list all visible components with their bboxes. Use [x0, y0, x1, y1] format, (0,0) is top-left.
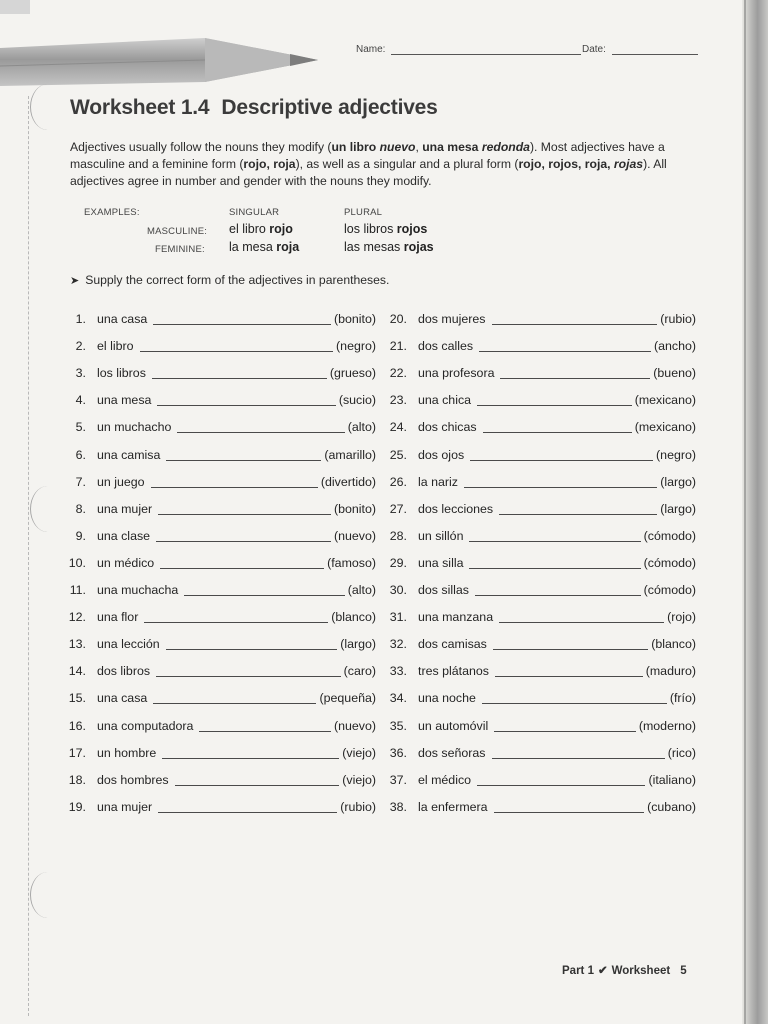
- exercise-phrase: una lección: [97, 637, 160, 652]
- exercise-hint: (alto): [347, 420, 376, 435]
- exercise-hint: (viejo): [342, 745, 376, 760]
- answer-blank[interactable]: [153, 312, 331, 325]
- exercise-phrase: una casa: [97, 312, 148, 326]
- example-fem-sing: la mesa roja: [229, 240, 300, 254]
- exercise-phrase: un sillón: [418, 528, 464, 543]
- exercise-number: 26.: [389, 474, 407, 489]
- exercise-number: 31.: [389, 610, 407, 625]
- exercise-hint: (viejo): [342, 772, 376, 787]
- exercise-phrase: dos calles: [418, 339, 474, 354]
- date-line[interactable]: [612, 54, 698, 55]
- exercise-hint: (mexicano): [634, 420, 696, 435]
- answer-blank[interactable]: [500, 366, 650, 379]
- exercise-hint: (caro): [343, 664, 376, 679]
- exercise-phrase: dos lecciones: [418, 501, 494, 516]
- exercise-hint: (rico): [667, 745, 696, 760]
- exercise-phrase: una flor: [97, 610, 139, 625]
- exercise-phrase: dos camisas: [418, 637, 487, 652]
- exercise-number: 3.: [75, 366, 86, 381]
- worksheet-number: Worksheet 1.4: [70, 96, 210, 119]
- exercise-item: [387, 312, 696, 328]
- exercise-hint: (negro): [336, 339, 376, 354]
- page-title: [70, 96, 438, 120]
- exercise-number: 33.: [389, 664, 407, 679]
- exercise-hint: (bueno): [653, 366, 696, 381]
- answer-blank[interactable]: [158, 502, 331, 515]
- exercise-number: 35.: [389, 718, 407, 733]
- exercise-number: 20.: [389, 312, 407, 326]
- exercise-number: 1.: [75, 312, 86, 326]
- answer-blank[interactable]: [177, 420, 345, 433]
- exercise-number: 10.: [68, 555, 86, 570]
- answer-blank[interactable]: [144, 610, 328, 623]
- exercise-phrase: dos sillas: [418, 583, 469, 597]
- exercise-item: [66, 691, 376, 707]
- intro-example: un: [331, 140, 350, 154]
- intro-forms: rojo, roja: [243, 157, 296, 171]
- exercise-hint: (largo): [660, 501, 696, 516]
- exercise-item: [66, 502, 376, 518]
- exercise-phrase: la nariz: [418, 474, 458, 489]
- answer-blank[interactable]: [140, 339, 333, 352]
- exercise-number: 8.: [75, 501, 86, 516]
- exercise-item: [387, 664, 696, 680]
- answer-blank[interactable]: [199, 719, 331, 732]
- answer-blank[interactable]: [477, 393, 632, 406]
- exercise-phrase: dos mujeres: [418, 312, 486, 326]
- exercise-hint: (bonito): [333, 501, 376, 516]
- exercise-hint: (nuevo): [333, 718, 376, 733]
- exercise-phrase: los libros: [97, 366, 146, 381]
- exercise-hint: (grueso): [329, 366, 376, 381]
- checkmark-icon: ✔: [597, 965, 608, 977]
- exercise-number: 24.: [389, 420, 407, 435]
- exercise-number: 37.: [389, 772, 407, 787]
- exercise-item: [387, 339, 696, 355]
- answer-blank[interactable]: [151, 475, 318, 488]
- exercise-phrase: una casa: [97, 691, 148, 706]
- exercise-item: [66, 719, 376, 735]
- exercise-hint: (rubio): [340, 799, 376, 814]
- exercise-number: 21.: [389, 339, 407, 354]
- answer-blank[interactable]: [495, 664, 643, 677]
- exercise-number: 15.: [68, 691, 86, 706]
- exercise-phrase: el médico: [418, 772, 472, 787]
- intro-forms: rojo, rojos, roja,: [518, 157, 614, 171]
- answer-blank[interactable]: [157, 393, 336, 406]
- name-label: Name:: [356, 44, 386, 55]
- exercise-hint: (blanco): [651, 637, 696, 652]
- answer-blank[interactable]: [166, 448, 321, 461]
- page-number: 5: [680, 965, 687, 977]
- feminine-label: FEMININE:: [155, 244, 205, 255]
- binder-hole-mark: [30, 872, 65, 918]
- answer-blank[interactable]: [153, 691, 316, 704]
- exercise-phrase: dos ojos: [418, 447, 465, 462]
- exercise-item: [66, 800, 376, 816]
- answer-blank[interactable]: [156, 529, 331, 542]
- exercise-hint: (maduro): [645, 664, 696, 679]
- answer-blank[interactable]: [152, 366, 327, 379]
- exercise-hint: (famoso): [327, 555, 376, 570]
- name-field[interactable]: [356, 44, 581, 55]
- answer-blank[interactable]: [469, 529, 641, 542]
- example-masc-sing: el libro rojo: [229, 222, 293, 236]
- intro-example-adjective: redonda: [481, 140, 530, 154]
- exercise-phrase: un médico: [97, 555, 155, 570]
- exercise-phrase: un hombre: [97, 745, 157, 760]
- exercise-item: [387, 719, 696, 735]
- exercise-hint: (mexicano): [634, 393, 696, 408]
- exercise-phrase: un muchacho: [97, 420, 172, 435]
- example-masc-plur: los libros rojos: [344, 222, 428, 236]
- exercise-hint: (blanco): [331, 610, 376, 625]
- exercise-phrase: una silla: [418, 555, 464, 570]
- exercise-number: 2.: [75, 339, 86, 354]
- answer-blank[interactable]: [499, 610, 664, 623]
- exercise-hint: (pequeña): [319, 691, 376, 706]
- answer-blank[interactable]: [470, 448, 653, 461]
- exercise-hint: (nuevo): [333, 528, 376, 543]
- exercise-item: [387, 529, 696, 545]
- exercise-item: [387, 773, 696, 789]
- answer-blank[interactable]: [479, 339, 651, 352]
- exercise-item: [66, 339, 376, 355]
- exercise-phrase: dos señoras: [418, 745, 486, 760]
- answer-blank[interactable]: [477, 773, 645, 786]
- answer-blank[interactable]: [469, 556, 641, 569]
- intro-text: ). Most adjectives have a masculine and a feminine form (: [70, 140, 665, 171]
- exercise-phrase: tres plátanos: [418, 664, 489, 679]
- examples-label: EXAMPLES:: [84, 207, 140, 218]
- arrow-right-icon: ➤: [70, 275, 80, 287]
- exercise-hint: (cómodo): [643, 583, 696, 597]
- exercise-item: [387, 420, 696, 436]
- instruction: [70, 273, 389, 287]
- exercise-hint: (sucio): [338, 393, 376, 408]
- intro-paragraph: [70, 139, 710, 190]
- exercise-number: 38.: [389, 799, 407, 814]
- exercise-phrase: dos hombres: [97, 772, 169, 787]
- answer-blank[interactable]: [175, 773, 339, 786]
- exercise-number: 32.: [389, 637, 407, 652]
- exercise-phrase: la enfermera: [418, 799, 488, 814]
- exercise-item: [387, 475, 696, 491]
- exercise-number: 13.: [68, 637, 86, 652]
- intro-text: ), as well as a singular and a plural form (: [295, 157, 519, 171]
- intro-forms: rojas: [613, 157, 644, 171]
- exercise-number: 17.: [68, 745, 86, 760]
- exercise-hint: (largo): [340, 637, 376, 652]
- date-label: Date:: [582, 44, 606, 55]
- exercise-hint: (cubano): [647, 799, 696, 814]
- name-line[interactable]: [391, 54, 581, 55]
- answer-blank[interactable]: [492, 746, 665, 759]
- exercise-number: 6.: [75, 447, 86, 462]
- exercise-number: 29.: [389, 555, 407, 570]
- exercise-item: [66, 420, 376, 436]
- exercise-item: [387, 800, 696, 816]
- binder-hole-mark: [30, 84, 65, 130]
- exercise-item: [387, 556, 696, 572]
- example-fem-plur: las mesas rojas: [344, 240, 434, 254]
- exercise-item: [66, 773, 376, 789]
- scan-edge-line: [744, 0, 746, 1024]
- binder-hole-mark: [30, 486, 65, 532]
- answer-blank[interactable]: [494, 800, 644, 813]
- exercise-item: [387, 448, 696, 464]
- exercise-phrase: dos libros: [97, 664, 151, 679]
- exercise-number: 16.: [68, 718, 86, 733]
- exercise-item: [387, 583, 696, 599]
- exercise-phrase: una computadora: [97, 718, 194, 733]
- exercise-number: 11.: [69, 583, 86, 597]
- exercise-hint: (italiano): [648, 772, 696, 787]
- answer-blank[interactable]: [475, 583, 641, 596]
- exercise-hint: (bonito): [333, 312, 376, 326]
- exercise-item: [66, 393, 376, 409]
- exercise-phrase: una profesora: [418, 366, 495, 381]
- masculine-label: MASCULINE:: [147, 226, 208, 237]
- exercise-number: 34.: [389, 691, 407, 706]
- intro-text: ). All adjectives agree in number and gender with the nouns they modify.: [70, 157, 667, 188]
- margin-rule: [28, 96, 29, 1016]
- exercise-phrase: una chica: [418, 393, 472, 408]
- exercise-item: [66, 475, 376, 491]
- exercise-number: 36.: [389, 745, 407, 760]
- exercise-phrase: dos chicas: [418, 420, 477, 435]
- exercise-number: 25.: [389, 447, 407, 462]
- exercise-item: [66, 637, 376, 653]
- exercise-number: 9.: [75, 528, 86, 543]
- footer-section: Worksheet: [611, 965, 671, 977]
- exercise-number: 12.: [68, 610, 86, 625]
- exercise-phrase: una mujer: [97, 799, 153, 814]
- exercise-number: 7.: [75, 474, 86, 489]
- answer-blank[interactable]: [464, 475, 657, 488]
- answer-blank[interactable]: [184, 583, 345, 596]
- date-field[interactable]: [582, 44, 698, 55]
- answer-blank[interactable]: [158, 800, 337, 813]
- exercise-number: 27.: [389, 501, 407, 516]
- exercise-phrase: el libro: [97, 339, 134, 354]
- exercise-number: 30.: [389, 583, 407, 597]
- answer-blank[interactable]: [162, 746, 339, 759]
- exercise-phrase: una mesa: [97, 393, 152, 408]
- exercise-item: [66, 746, 376, 762]
- exercise-item: [387, 393, 696, 409]
- answer-blank[interactable]: [493, 637, 648, 650]
- exercise-number: 28.: [389, 528, 407, 543]
- instruction-text: Supply the correct form of the adjectives in parentheses.: [85, 273, 390, 287]
- footer-part: Part 1: [562, 965, 594, 977]
- answer-blank[interactable]: [160, 556, 324, 569]
- exercise-item: [387, 610, 696, 626]
- exercise-item: [387, 637, 696, 653]
- exercise-phrase: una manzana: [418, 610, 494, 625]
- exercise-number: 4.: [75, 393, 86, 408]
- exercise-item: [66, 366, 376, 382]
- exercise-number: 18.: [68, 772, 86, 787]
- exercise-hint: (divertido): [320, 474, 376, 489]
- worksheet-topic: Descriptive adjectives: [221, 96, 438, 119]
- exercise-hint: (cómodo): [643, 555, 696, 570]
- exercise-phrase: un juego: [97, 474, 145, 489]
- exercise-number: 19.: [68, 799, 86, 814]
- exercise-item: [66, 529, 376, 545]
- exercise-phrase: una camisa: [97, 447, 161, 462]
- exercise-item: [387, 691, 696, 707]
- answer-blank[interactable]: [499, 502, 657, 515]
- exercise-number: 14.: [68, 664, 86, 679]
- answer-blank[interactable]: [494, 719, 636, 732]
- exercise-phrase: una mujer: [97, 501, 153, 516]
- exercise-phrase: una noche: [418, 691, 476, 706]
- singular-header: SINGULAR: [229, 207, 280, 218]
- page-footer: [562, 963, 687, 977]
- exercise-number: 22.: [389, 366, 407, 381]
- exercise-item: [66, 610, 376, 626]
- exercise-hint: (amarillo): [324, 447, 376, 462]
- answer-blank[interactable]: [492, 312, 657, 325]
- exercise-phrase: una clase: [97, 528, 151, 543]
- exercise-item: [66, 556, 376, 572]
- answer-blank[interactable]: [482, 691, 667, 704]
- exercise-hint: (rojo): [667, 610, 696, 625]
- intro-example: una mesa: [422, 140, 482, 154]
- answer-blank[interactable]: [166, 637, 337, 650]
- exercise-item: [387, 746, 696, 762]
- exercise-hint: (negro): [656, 447, 696, 462]
- exercise-item: [387, 366, 696, 382]
- exercise-item: [66, 583, 376, 599]
- exercise-hint: (moderno): [638, 718, 696, 733]
- exercise-item: [66, 664, 376, 680]
- exercise-phrase: una muchacha: [97, 583, 179, 597]
- exercise-hint: (cómodo): [643, 528, 696, 543]
- exercise-hint: (frío): [669, 691, 696, 706]
- plural-header: PLURAL: [344, 207, 383, 218]
- exercise-hint: (alto): [347, 583, 376, 597]
- intro-text: ,: [415, 140, 423, 154]
- exercise-hint: (ancho): [653, 339, 696, 354]
- exercise-hint: (rubio): [660, 312, 696, 326]
- answer-blank[interactable]: [156, 664, 341, 677]
- exercise-item: [66, 448, 376, 464]
- exercise-item: [387, 502, 696, 518]
- intro-text: Adjectives usually follow the nouns they modify (: [70, 140, 332, 154]
- answer-blank[interactable]: [483, 420, 632, 433]
- exercise-phrase: un automóvil: [418, 718, 489, 733]
- exercise-number: 23.: [389, 393, 407, 408]
- intro-example-adjective: nuevo: [379, 140, 416, 154]
- exercise-number: 5.: [75, 420, 86, 435]
- exercise-item: [66, 312, 376, 328]
- exercise-hint: (largo): [660, 474, 696, 489]
- intro-example: libro: [349, 140, 380, 154]
